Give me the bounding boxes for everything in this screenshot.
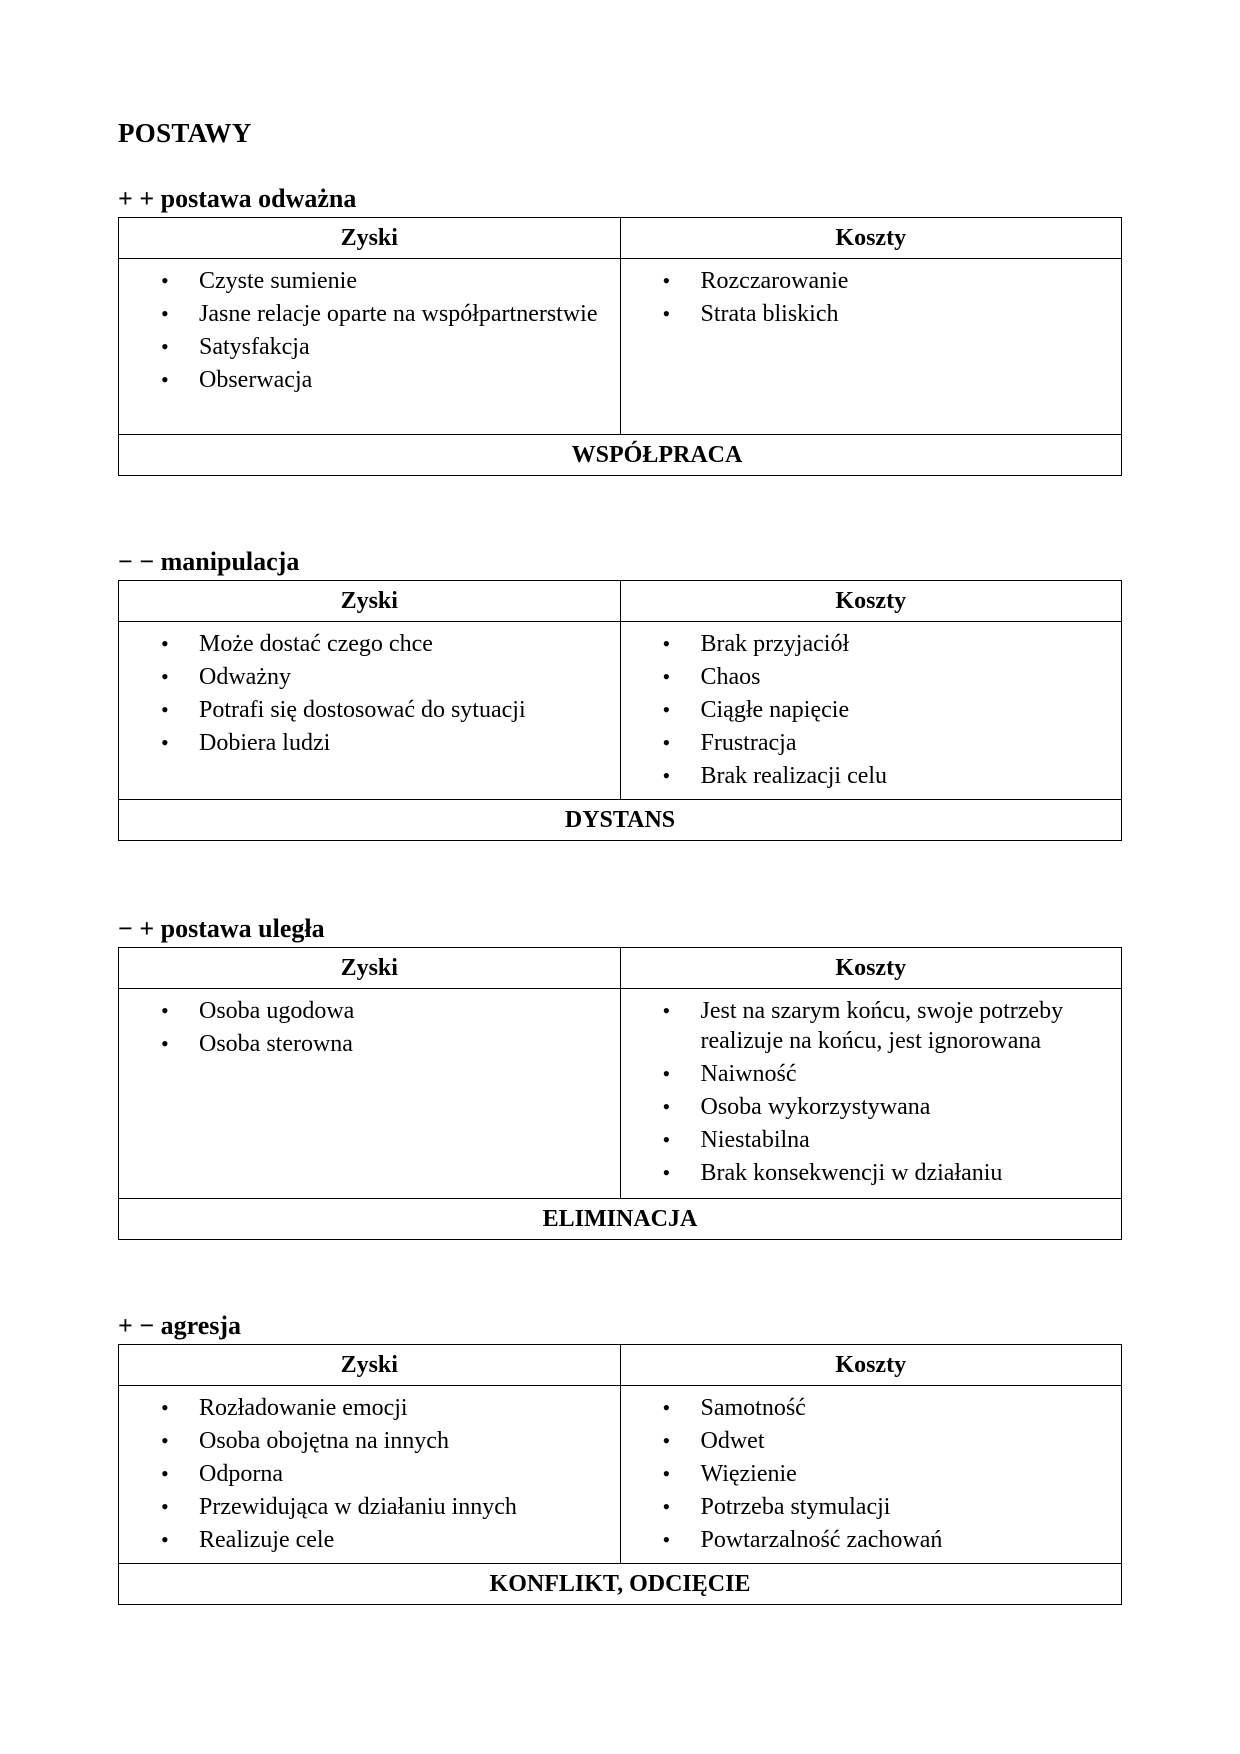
bullet-icon: •	[662, 998, 671, 1023]
gains-cell	[119, 622, 621, 800]
section-heading	[118, 547, 299, 577]
list-item-text: Osoba wykorzystywana	[700, 1094, 931, 1120]
section-heading	[118, 1311, 241, 1341]
result-label: KONFLIKT, ODCIĘCIE	[119, 1564, 1122, 1605]
costs-cell	[620, 259, 1122, 435]
list-item-text: Odwet	[700, 1428, 765, 1454]
gains-list	[119, 622, 620, 763]
list-item	[621, 761, 1122, 791]
list-item-text: Samotność	[700, 1395, 806, 1421]
list-item	[119, 629, 620, 659]
list-item-text: Osoba sterowna	[199, 1031, 353, 1057]
bullet-icon: •	[161, 1494, 169, 1519]
bullet-icon: •	[662, 1094, 671, 1119]
list-item	[119, 1426, 620, 1456]
bullet-icon: •	[662, 1494, 671, 1519]
section-name: agresja	[160, 1311, 242, 1340]
result-label: WSPÓŁPRACA	[119, 435, 1122, 476]
costs-header: Koszty	[620, 581, 1122, 622]
list-item	[621, 1492, 1122, 1522]
bullet-icon: •	[662, 1061, 671, 1086]
costs-list	[621, 622, 1122, 796]
bullet-icon: •	[662, 268, 671, 293]
list-item	[119, 1525, 620, 1555]
list-item	[119, 266, 620, 296]
costs-header: Koszty	[620, 948, 1122, 989]
list-item	[119, 1029, 620, 1059]
gains-cell	[119, 259, 621, 435]
list-item	[621, 1426, 1122, 1456]
list-item-text: Potrafi się dostosować do sytuacji	[199, 697, 526, 723]
list-item	[119, 1393, 620, 1423]
list-item-text: Brak konsekwencji w działaniu	[700, 1160, 1003, 1186]
list-item	[621, 1459, 1122, 1489]
section-name: postawa odważna	[160, 184, 357, 213]
bullet-icon: •	[662, 763, 671, 788]
gains-list	[119, 1386, 620, 1560]
list-item-text: Dobiera ludzi	[199, 730, 331, 756]
bullet-icon: •	[161, 1461, 169, 1486]
list-item-text: Strata bliskich	[700, 301, 839, 327]
list-item	[119, 996, 620, 1026]
page-title: POSTAWY	[118, 118, 252, 148]
costs-cell	[620, 622, 1122, 800]
list-item-text: Obserwacja	[199, 367, 313, 393]
gains-header: Zyski	[119, 581, 621, 622]
list-item-text: Jest na szarym końcu, swoje potrzeby realizuje na końcu, jest ignorowana	[700, 998, 1064, 1054]
bullet-icon: •	[161, 998, 169, 1023]
section-heading	[118, 184, 356, 214]
section-name: postawa uległa	[160, 914, 325, 943]
bullet-icon: •	[662, 730, 671, 755]
bullet-icon: •	[662, 1461, 671, 1486]
section-name: manipulacja	[160, 547, 300, 576]
gains-list	[119, 989, 620, 1064]
list-item	[119, 365, 620, 395]
bullet-icon: •	[161, 697, 169, 722]
attitude-table	[118, 947, 1122, 1240]
list-item-text: Może dostać czego chce	[199, 631, 433, 657]
list-item-text: Osoba ugodowa	[199, 998, 355, 1024]
list-item	[621, 266, 1122, 296]
costs-list	[621, 989, 1122, 1193]
list-item-text: Ciągłe napięcie	[700, 697, 850, 723]
bullet-icon: •	[161, 664, 169, 689]
list-item	[621, 1059, 1122, 1089]
section-heading	[118, 914, 325, 944]
costs-list	[621, 1386, 1122, 1560]
list-item-text: Odporna	[199, 1461, 283, 1487]
gains-header: Zyski	[119, 948, 621, 989]
attitude-table	[118, 580, 1122, 841]
bullet-icon: •	[161, 268, 169, 293]
list-item	[621, 299, 1122, 329]
section-symbol: − −	[118, 547, 155, 576]
list-item-text: Czyste sumienie	[199, 268, 357, 294]
gains-header: Zyski	[119, 218, 621, 259]
list-item	[119, 662, 620, 692]
gains-header: Zyski	[119, 1345, 621, 1386]
list-item-text: Odważny	[199, 664, 291, 690]
section-symbol: + −	[118, 1311, 155, 1340]
list-item-text: Brak przyjaciół	[700, 631, 850, 657]
bullet-icon: •	[161, 730, 169, 755]
costs-header: Koszty	[620, 1345, 1122, 1386]
list-item	[119, 1492, 620, 1522]
bullet-icon: •	[662, 1527, 671, 1552]
bullet-icon: •	[662, 1428, 671, 1453]
section-symbol: − +	[118, 914, 155, 943]
costs-cell	[620, 1386, 1122, 1564]
list-item	[119, 299, 620, 329]
attitude-table	[118, 1344, 1122, 1605]
list-item-text: Satysfakcja	[199, 334, 310, 360]
list-item-text: Więzienie	[700, 1461, 797, 1487]
bullet-icon: •	[161, 1527, 169, 1552]
list-item-text: Osoba obojętna na innych	[199, 1428, 449, 1454]
costs-header: Koszty	[620, 218, 1122, 259]
bullet-icon: •	[662, 1160, 671, 1185]
list-item-text: Przewidująca w działaniu innych	[199, 1494, 517, 1520]
list-item-text: Rozładowanie emocji	[199, 1395, 408, 1421]
bullet-icon: •	[662, 1395, 671, 1420]
list-item	[621, 1125, 1122, 1155]
attitude-table	[118, 217, 1122, 476]
bullet-icon: •	[662, 631, 671, 656]
bullet-icon: •	[161, 334, 169, 359]
list-item-text: Naiwność	[700, 1061, 797, 1087]
list-item	[119, 728, 620, 758]
bullet-icon: •	[662, 664, 671, 689]
bullet-icon: •	[161, 301, 169, 326]
bullet-icon: •	[161, 1428, 169, 1453]
result-label: DYSTANS	[119, 800, 1122, 841]
list-item-text: Brak realizacji celu	[700, 763, 888, 789]
list-item-text: Jasne relacje oparte na współpartnerstwie	[199, 301, 598, 327]
list-item	[621, 662, 1122, 692]
list-item	[621, 695, 1122, 725]
costs-cell	[620, 989, 1122, 1199]
list-item-text: Niestabilna	[700, 1127, 810, 1153]
list-item	[621, 1158, 1122, 1188]
gains-list	[119, 259, 620, 400]
bullet-icon: •	[161, 367, 169, 392]
result-label: ELIMINACJA	[119, 1199, 1122, 1240]
list-item-text: Frustracja	[700, 730, 797, 756]
list-item-text: Potrzeba stymulacji	[700, 1494, 891, 1520]
list-item	[621, 629, 1122, 659]
bullet-icon: •	[161, 631, 169, 656]
list-item	[119, 1459, 620, 1489]
bullet-icon: •	[662, 301, 671, 326]
bullet-icon: •	[161, 1031, 169, 1056]
list-item	[119, 695, 620, 725]
list-item	[621, 996, 1122, 1056]
bullet-icon: •	[161, 1395, 169, 1420]
section-symbol: + +	[118, 184, 155, 213]
list-item-text: Realizuje cele	[199, 1527, 335, 1553]
bullet-icon: •	[662, 1127, 671, 1152]
list-item	[119, 332, 620, 362]
list-item-text: Rozczarowanie	[700, 268, 849, 294]
costs-list	[621, 259, 1122, 334]
list-item	[621, 1092, 1122, 1122]
gains-cell	[119, 1386, 621, 1564]
gains-cell	[119, 989, 621, 1199]
list-item	[621, 1525, 1122, 1555]
list-item-text: Chaos	[700, 664, 761, 690]
bullet-icon: •	[662, 697, 671, 722]
list-item	[621, 728, 1122, 758]
list-item	[621, 1393, 1122, 1423]
list-item-text: Powtarzalność zachowań	[700, 1527, 943, 1553]
